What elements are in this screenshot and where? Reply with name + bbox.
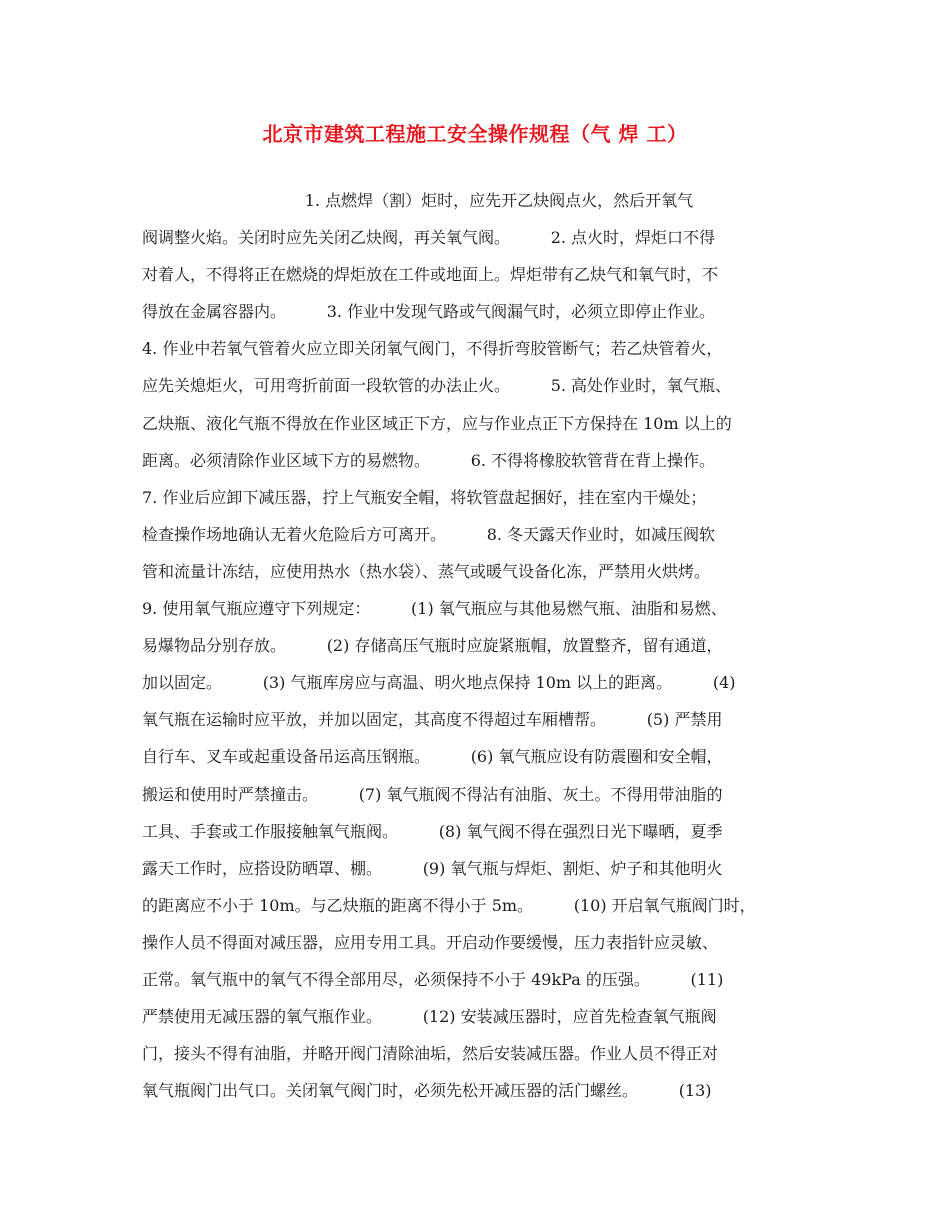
document-body: [142, 182, 814, 1109]
body-line: 易爆物品分别存放。 (2) 存储高压气瓶时应旋紧瓶帽，放置整齐，留有通道，: [142, 636, 723, 656]
body-line: 严禁使用无减压器的氧气瓶作业。 (12) 安装减压器时，应首先检查氧气瓶阀: [142, 1007, 717, 1027]
body-line: 距离。必须清除作业区域下方的易燃物。 6. 不得将橡胶软管背在背上操作。: [142, 450, 716, 470]
body-line: 氧气瓶阀门出气口。关闭氧气阀门时，必须先松开减压器的活门螺丝。 (13): [142, 1081, 712, 1101]
body-line: 管和流量计冻结，应使用热水（热水袋）、蒸气或暖气设备化冻，严禁用火烘烤。: [142, 561, 711, 581]
body-line: 乙炔瓶、液化气瓶不得放在作业区域正下方，应与作业点正下方保持在 10m 以上的: [142, 413, 732, 433]
body-line: 的距离应不小于 10m。与乙炔瓶的距离不得小于 5m。 (10) 开启氧气瓶阀门时，: [142, 895, 756, 915]
body-line: 9. 使用氧气瓶应遵守下列规定： (1) 氧气瓶应与其他易燃气瓶、油脂和易燃、: [142, 599, 727, 619]
body-line: 4. 作业中若氧气管着火应立即关闭氧气阀门，不得折弯胶管断气；若乙炔管着火，: [142, 339, 723, 359]
body-line: 1. 点燃焊（割）炬时，应先开乙炔阀点火，然后开氧气: [142, 191, 694, 210]
document-title: 北京市建筑工程施工安全操作规程（气 焊 工）: [262, 122, 688, 146]
body-line: 得放在金属容器内。 3. 作业中发现气路或气阀漏气时，必须立即停止作业。: [142, 302, 716, 322]
body-line: 工具、手套或工作服接触氧气瓶阀。 (8) 氧气阀不得在强烈日光下曝晒，夏季: [142, 821, 723, 841]
body-line: 加以固定。 (3) 气瓶库房应与高温、明火地点保持 10m 以上的距离。 (4): [142, 673, 736, 693]
body-line: 7. 作业后应卸下减压器，拧上气瓶安全帽，将软管盘起捆好，挂在室内干燥处；: [142, 487, 707, 507]
body-line: 正常。氧气瓶中的氧气不得全部用尽，必须保持不小于 49kPa 的压强。 (11): [142, 969, 724, 989]
body-line: 应先关熄炬火，可用弯折前面一段软管的办法止火。 5. 高处作业时，氧气瓶、: [142, 376, 732, 396]
body-line: 操作人员不得面对减压器，应用专用工具。开启动作要缓慢，压力表指针应灵敏、: [142, 932, 719, 952]
body-line: 检查操作场地确认无着火危险后方可离开。 8. 冬天露天作业时，如减压阀软: [142, 524, 716, 544]
body-line: 门，接头不得有油脂，并略开阀门清除油垢，然后安装减压器。作业人员不得正对: [142, 1044, 719, 1064]
body-line: 氧气瓶在运输时应平放，并加以固定，其高度不得超过车厢槽帮。 (5) 严禁用: [142, 710, 723, 730]
body-line: 搬运和使用时严禁撞击。 (7) 氧气瓶阀不得沾有油脂、灰土。不得用带油脂的: [142, 784, 723, 804]
body-line: 自行车、叉车或起重设备吊运高压钢瓶。 (6) 氧气瓶应设有防震圈和安全帽，: [142, 747, 723, 767]
body-line: 阀调整火焰。关闭时应先关闭乙炔阀，再关氧气阀。 2. 点火时，焊炬口不得: [142, 228, 716, 248]
body-line: 露天工作时，应搭设防晒罩、棚。 (9) 氧气瓶与焊炬、割炬、炉子和其他明火: [142, 858, 723, 878]
body-line: 对着人，不得将正在燃烧的焊炬放在工件或地面上。焊炬带有乙炔气和氧气时，不: [142, 265, 719, 285]
